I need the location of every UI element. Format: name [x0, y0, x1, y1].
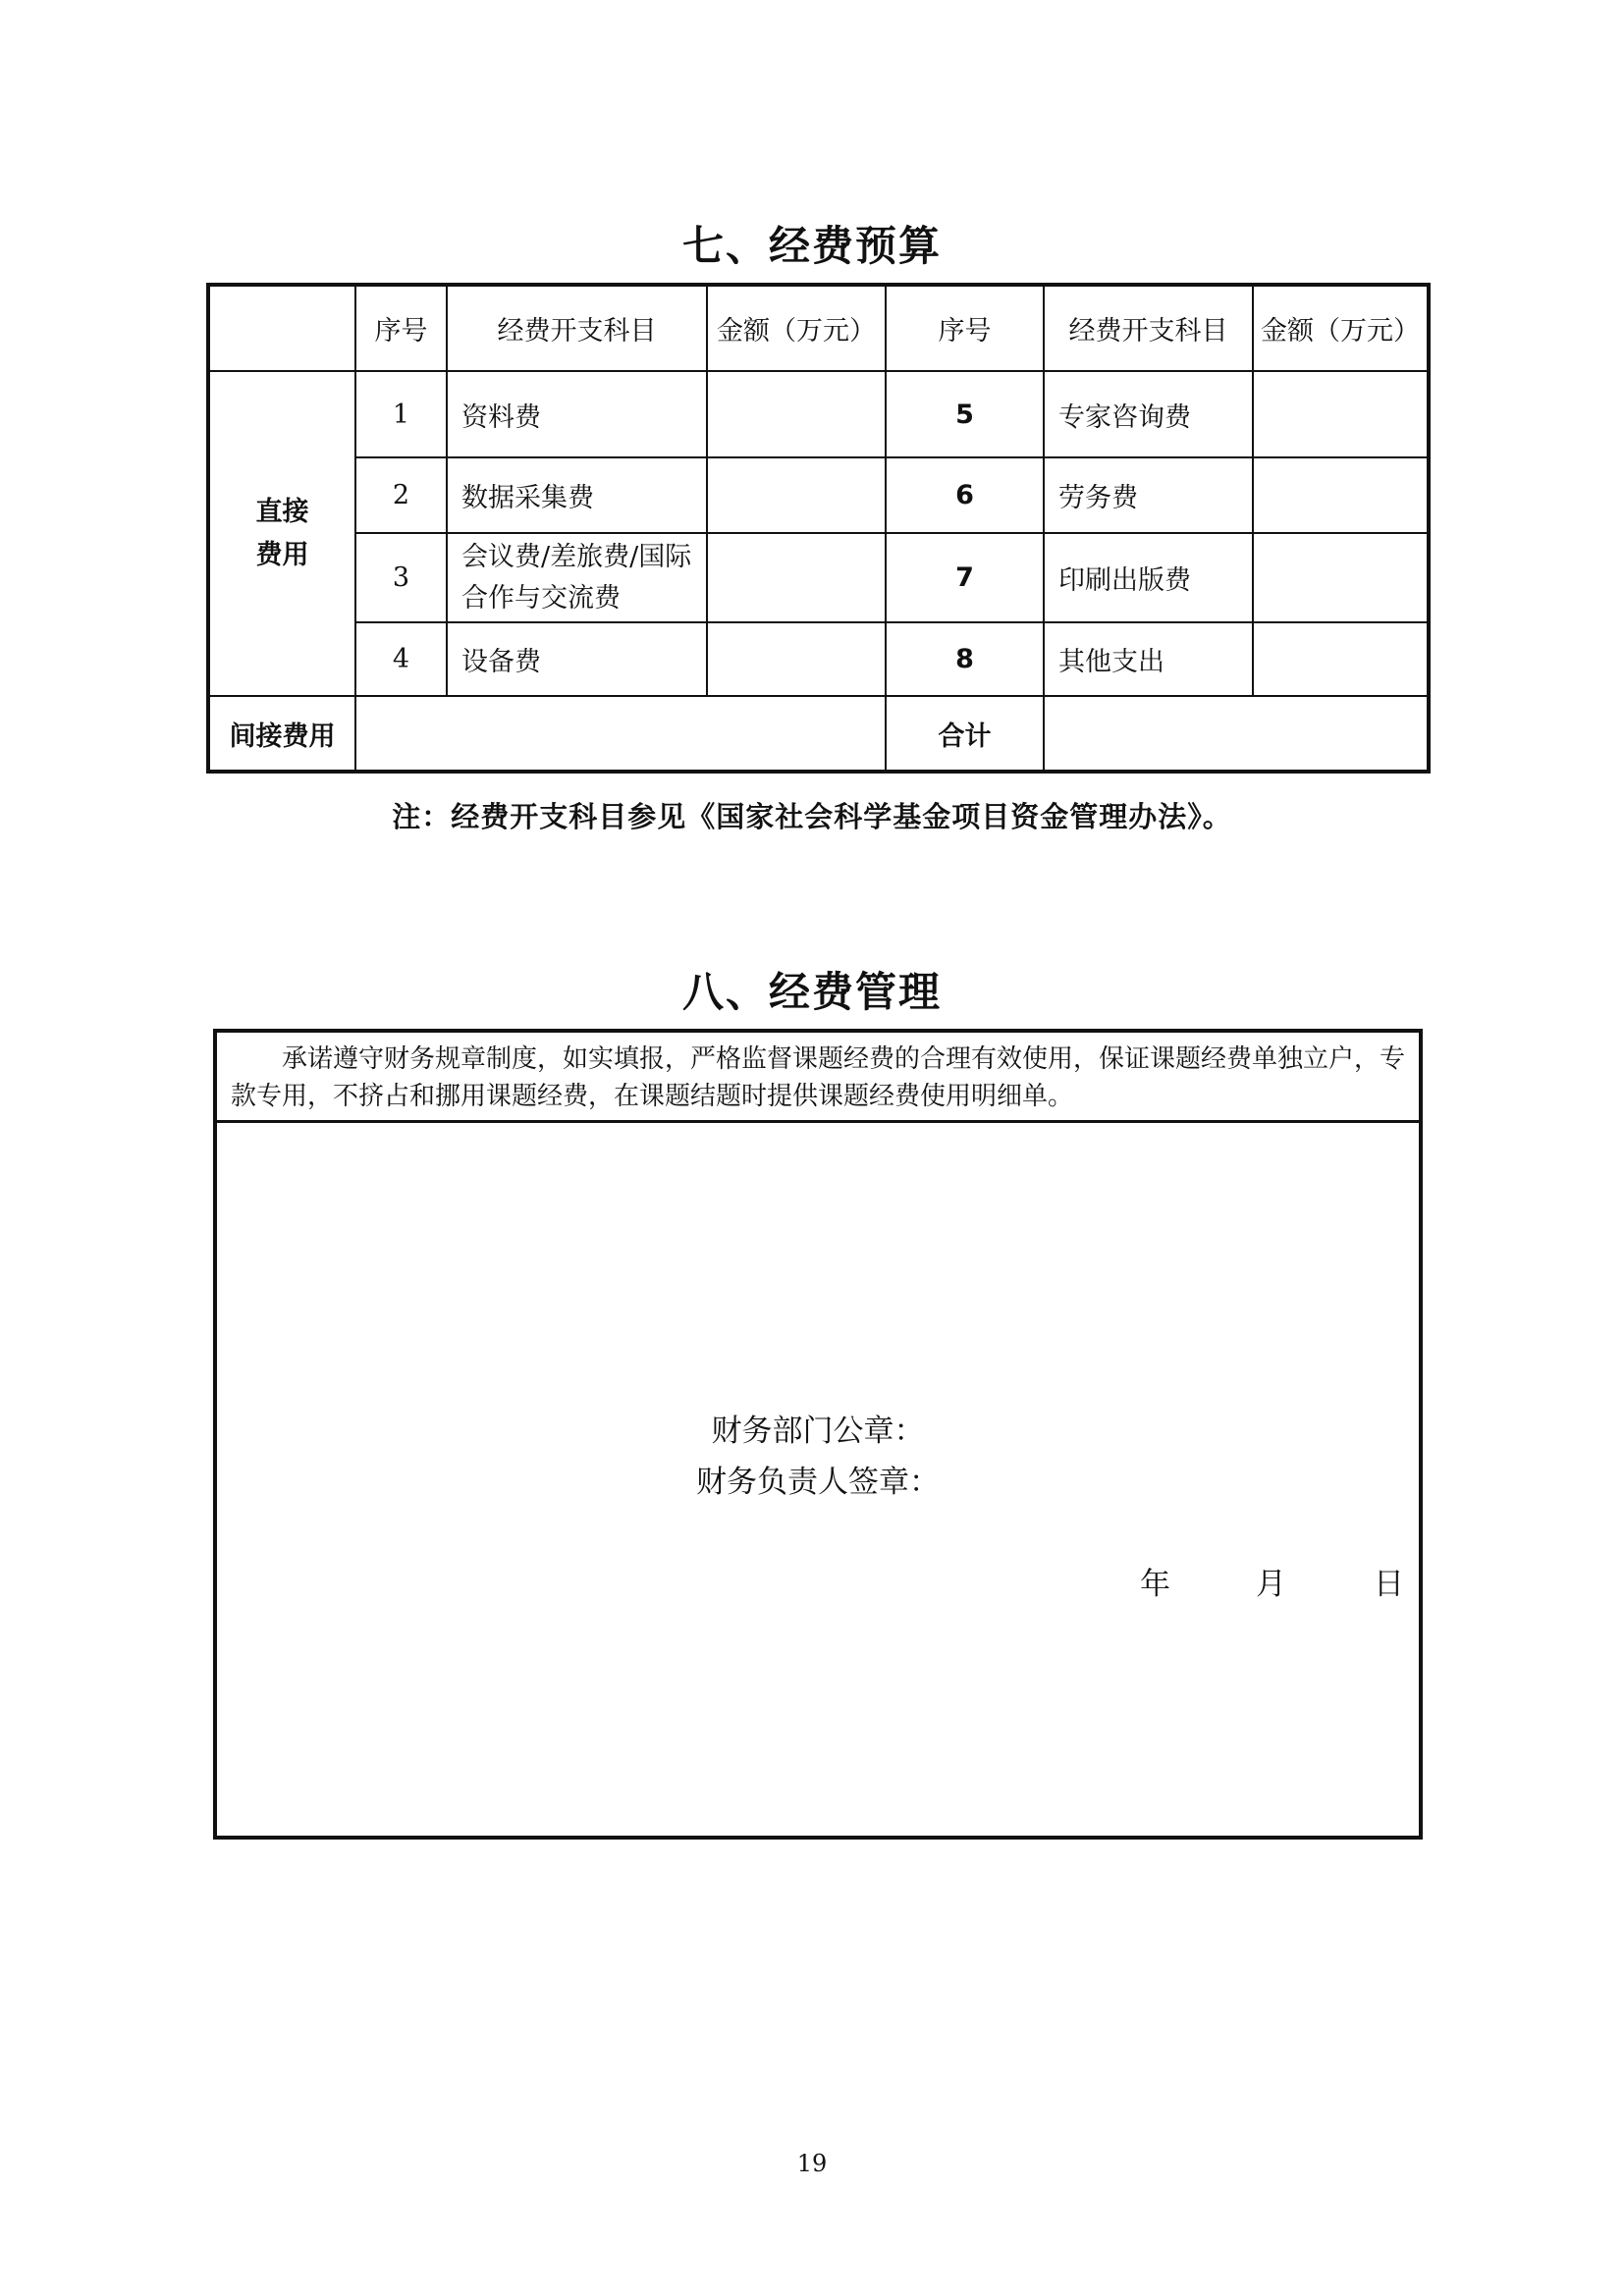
- item-cell: 会议费/差旅费/国际合作与交流费: [447, 533, 707, 622]
- table-footer-row: [208, 696, 1429, 772]
- seq-cell: 6: [886, 457, 1044, 533]
- section-7-title: 七、经费预算: [681, 222, 942, 270]
- item-cell: 数据采集费: [447, 457, 707, 533]
- budget-table: [206, 283, 1431, 774]
- amount-input-cell[interactable]: [707, 457, 886, 533]
- seq-cell: 4: [355, 622, 447, 696]
- finance-officer-signature-label: 财务负责人签章：: [696, 1465, 940, 1500]
- table-row: [208, 622, 1429, 696]
- header-item-right: 经费开支科目: [1044, 285, 1253, 371]
- seq-cell: 3: [355, 533, 447, 622]
- amount-input-cell[interactable]: [1253, 622, 1429, 696]
- table-header-row: [208, 285, 1429, 371]
- seq-cell: 7: [886, 533, 1044, 622]
- item-cell: 专家咨询费: [1044, 371, 1253, 457]
- header-blank-cell: [208, 285, 355, 371]
- amount-input-cell[interactable]: [1253, 457, 1429, 533]
- budget-note: 注：经费开支科目参见《国家社会科学基金项目资金管理办法》。: [392, 800, 1232, 833]
- header-seq-left: 序号: [355, 285, 447, 371]
- amount-input-cell[interactable]: [707, 622, 886, 696]
- page-number: 19: [796, 2150, 828, 2177]
- date-year-label: 年: [1140, 1567, 1170, 1602]
- section-8-title: 八、经费管理: [681, 968, 942, 1016]
- total-input[interactable]: [1044, 696, 1429, 772]
- seq-cell: 1: [355, 371, 447, 457]
- seq-cell: 8: [886, 622, 1044, 696]
- amount-input-cell[interactable]: [1253, 533, 1429, 622]
- table-row: [208, 457, 1429, 533]
- header-amount-right: 金额（万元）: [1253, 285, 1429, 371]
- seq-cell: 5: [886, 371, 1044, 457]
- header-seq-right: 序号: [886, 285, 1044, 371]
- item-cell: 设备费: [447, 622, 707, 696]
- amount-input-cell[interactable]: [707, 371, 886, 457]
- table-row: [208, 533, 1429, 622]
- amount-input-cell[interactable]: [707, 533, 886, 622]
- item-cell: 资料费: [447, 371, 707, 457]
- date-day-label: 日: [1374, 1567, 1404, 1602]
- item-cell: 印刷出版费: [1044, 533, 1253, 622]
- item-cell: 劳务费: [1044, 457, 1253, 533]
- finance-management-box: [213, 1029, 1423, 1840]
- table-row: [208, 371, 1429, 457]
- amount-input-cell[interactable]: [1253, 371, 1429, 457]
- item-cell: 其他支出: [1044, 622, 1253, 696]
- seq-cell: 2: [355, 457, 447, 533]
- indirect-cost-input[interactable]: [355, 696, 886, 772]
- date-month-label: 月: [1256, 1567, 1286, 1602]
- total-label: 合计: [886, 696, 1044, 772]
- header-amount-left: 金额（万元）: [707, 285, 886, 371]
- header-item-left: 经费开支科目: [447, 285, 707, 371]
- pledge-text: 承诺遵守财务规章制度，如实填报，严格监督课题经费的合理有效使用，保证课题经费单独立户，专款专用，不挤占和挪用课题经费，在课题结题时提供课题经费使用明细单。: [231, 1044, 1406, 1111]
- finance-dept-seal-label: 财务部门公章：: [711, 1414, 925, 1449]
- direct-cost-label: 直接 费用: [208, 371, 355, 696]
- indirect-cost-label: 间接费用: [208, 696, 355, 772]
- pledge-cell: [217, 1033, 1419, 1123]
